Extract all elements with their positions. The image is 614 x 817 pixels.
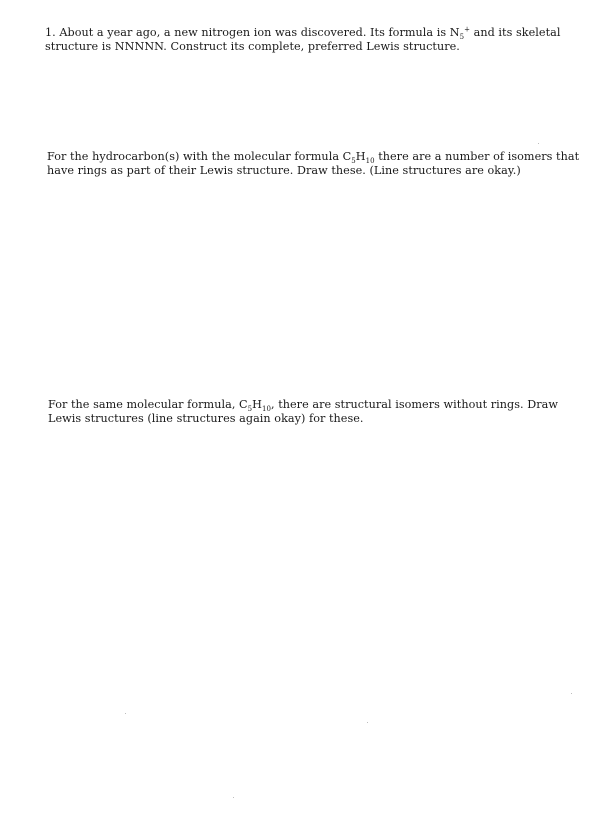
question-1-line-1 [45,26,585,40]
scan-speck [125,713,126,714]
scan-speck [571,693,572,694]
scan-speck [233,797,234,798]
question-3-text-a: For the same molecular formula, C [48,398,248,411]
question-1-text-a: 1. About a year ago, a new nitrogen ion was discovered. Its formula is N [45,26,460,39]
question-3-text-h: H [252,398,262,411]
question-2-line-2: have rings as part of their Lewis structure. Draw these. (Line structures are okay.) [47,163,521,177]
question-3-line-2: Lewis structures (line structures again okay) for these. [48,411,364,425]
question-1 [45,26,585,53]
question-2-text-b: there are a number of isomers that [374,150,580,163]
question-3-text-b: , there are structural isomers without rings. Draw [270,398,559,411]
question-3-subscript-c: 5 [247,405,253,414]
question-1-line-2: structure is NNNNN. Construct its complete, preferred Lewis structure. [45,39,460,53]
question-1-subscript: 5 [459,33,465,42]
question-3-subscript-h: 10 [261,405,271,414]
scan-speck [367,722,368,723]
question-2-text-a: For the hydrocarbon(s) with the molecular formula C [47,150,352,163]
question-2-text-h: H [355,150,366,163]
question-3 [48,398,568,425]
question-3-line-1 [48,398,568,412]
question-2-line-1 [47,150,592,164]
question-1-superscript: + [464,25,471,34]
question-2-subscript-c: 5 [351,157,356,166]
question-1-text-b: and its skeletal [470,26,561,39]
question-2 [47,150,592,177]
question-2-subscript-h: 10 [365,157,375,166]
scan-speck [538,143,539,144]
